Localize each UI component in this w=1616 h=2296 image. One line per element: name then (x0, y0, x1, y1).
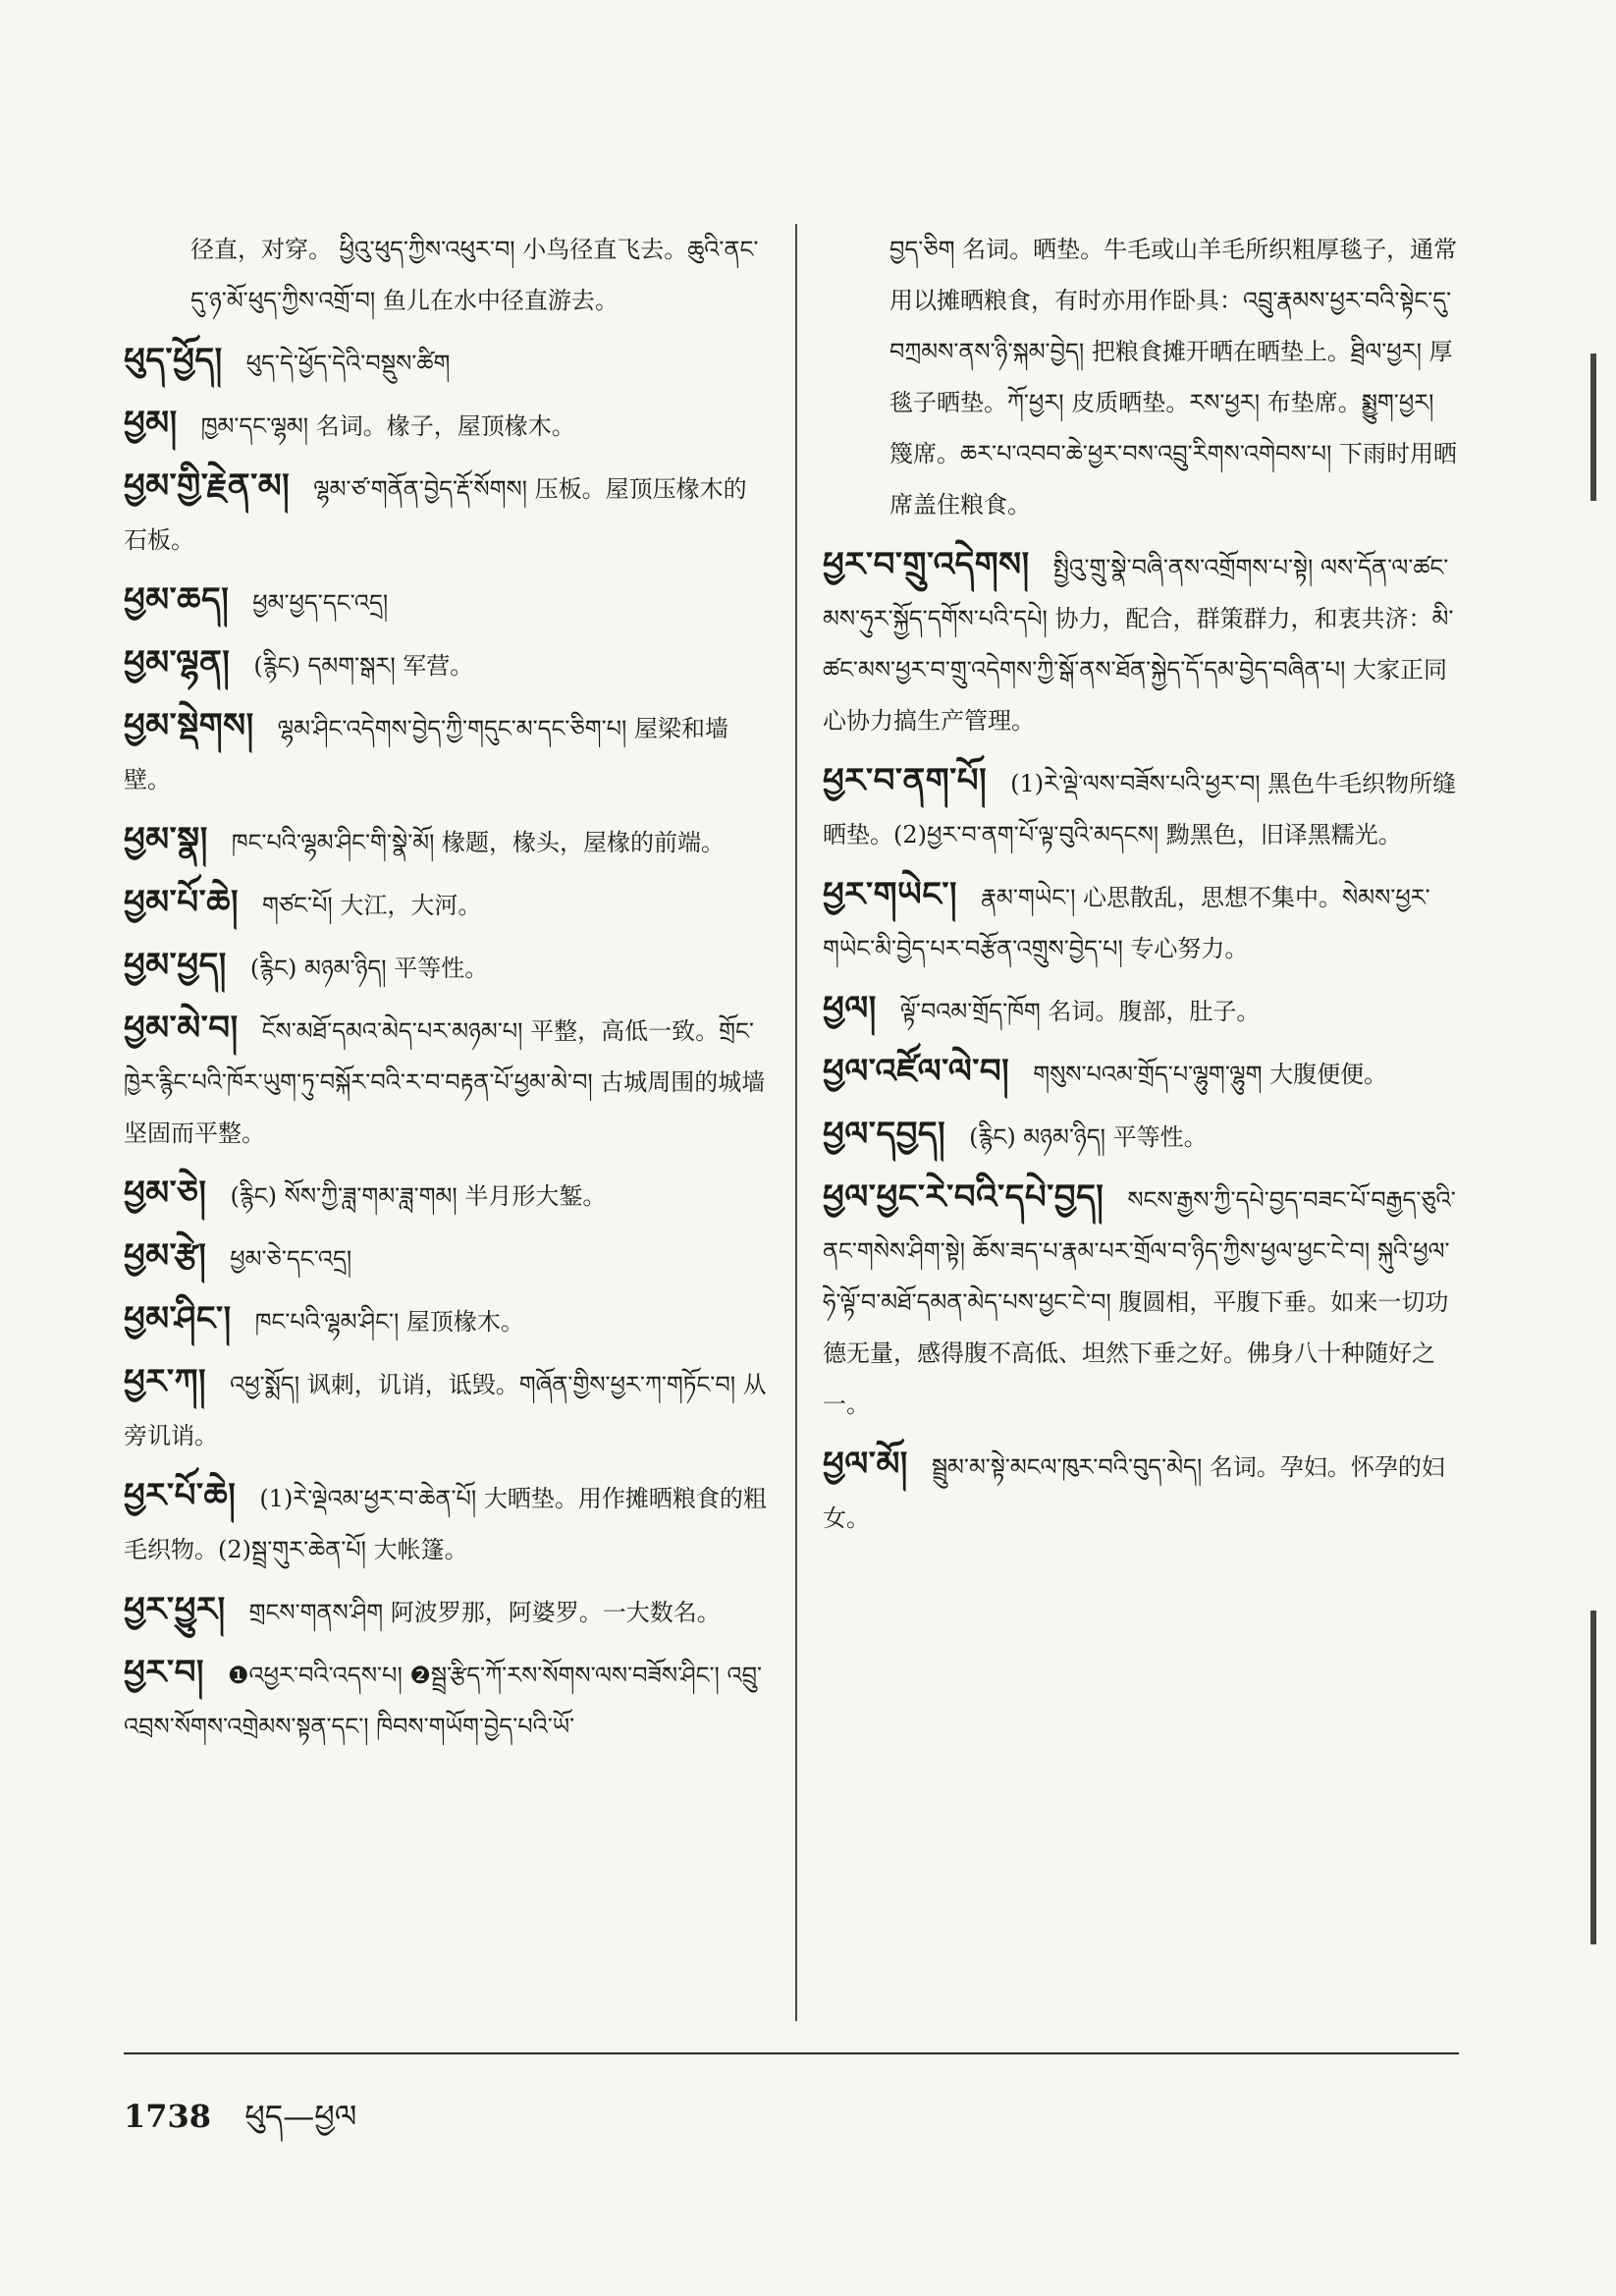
dictionary-entry (823, 1172, 1463, 1430)
entry-headword: ཕྱལ། (823, 989, 877, 1028)
entry-body: ཁང་པའི་ལྷམ་ཤིང་གི་སྣེ་མོ། 椽题，椽头，屋椽的前端。 (231, 829, 726, 856)
entry-headword: ཕྱམ་ལྷན། (124, 643, 231, 683)
entry-continuation (889, 224, 1463, 530)
entry-headword: ཕྱར་བ་གྲུ་འདེགས། (823, 545, 1030, 584)
dictionary-entry (124, 1470, 768, 1575)
entry-headword: ཕྱལ་འཛོལ་ལེ་བ། (823, 1052, 1010, 1091)
column-divider (795, 224, 797, 2021)
dictionary-entry (823, 539, 1463, 746)
entry-headword: ཕྱར་ཕྱུར། (124, 1590, 226, 1629)
dictionary-entry (124, 1584, 768, 1638)
entry-headword: ཕྱམ་ཕྱད། (124, 946, 227, 985)
entry-body: ཁང་པའི་ལྷམ་ཤིང་། 屋顶椽木。 (254, 1308, 524, 1336)
scan-edge-mark (1590, 354, 1596, 501)
dictionary-entry (124, 877, 768, 931)
dictionary-entry (124, 1356, 768, 1461)
footer-rule (124, 2052, 1459, 2054)
entry-headword: ཕྱལ་མོ། (823, 1445, 908, 1484)
dictionary-entry (124, 461, 768, 566)
entry-body: 径直，对穿。 ཕྱིའུ་ཕུད་ཀྱིས་འཕུར་བ། 小鸟径直飞去。ཆུའི་ནང་དུ་ཉ་མོ་ཕུད་ཀྱིས་འགྲོ་བ། 鱼儿在水中径直游去。 (190, 236, 759, 314)
dictionary-entry (124, 700, 768, 805)
dictionary-entry (823, 983, 1463, 1037)
dictionary-entry (124, 1230, 768, 1285)
dictionary-entry (124, 940, 768, 994)
entry-headword: ཕྱར་པོ་ཆེ། (124, 1476, 237, 1515)
entry-headword: ཕྱལ་དབྱད། (823, 1115, 946, 1154)
entry-body: སངས་རྒྱས་ཀྱི་དཔེ་བྱད་བཟང་པོ་བརྒྱད་ཅུའི་ནང་གསེས་ཤིག་སྟེ། ཆོས་ཟད་པ་རྣམ་པར་གྲོལ་བ་ཉིད་ཀྱིས་ཕྱལ་ཕྱང་ངེ་བ། སྐུའི་ཕྱལ་ཧེ་ལྟོ་བ་མཐོ་དམན་མེད་པས་ཕྱང་ངེ་བ། 腹圆相，平腹下垂。如来一切功德无量，感得腹不高低、坦然下垂之好。佛身八十种随好之一。 (823, 1186, 1456, 1418)
dictionary-entry (823, 869, 1463, 974)
entry-body: སྤྱིའུ་གྲུ་སྣེ་བཞི་ནས་འགྲོགས་པ་སྟེ། ལས་དོན་ལ་ཚང་མས་ཧུར་སྐྱོད་དགོས་པའི་དཔེ། 协力，配合，群策群力，和衷共济：མི་ཚང་མས་ཕྱར་བ་གྲུ་འདེགས་ཀྱི་སྒོ་ནས་ཐོན་སྐྱེད་དོ་དམ་བྱེད་བཞིན་པ། 大家正同心协力搞生产管理。 (823, 554, 1454, 735)
dictionary-entry (124, 1168, 768, 1222)
entry-headword: ཕུད་ཕྱོད། (124, 341, 223, 380)
entry-headword: ཕྱར་བ་ནག་པོ། (823, 761, 988, 800)
entry-headword: ཕྱར་གཡེང་། (823, 875, 958, 914)
dictionary-entry (823, 755, 1463, 860)
page-number: 1738 (124, 2098, 212, 2135)
entry-headword: ཕྱར་བ། (124, 1653, 204, 1692)
entry-body: (རྙིང) དམག་སྒར། 军营。 (253, 652, 474, 680)
entry-body: ལྷམ་ཙ་གནོན་བྱེད་རྡོ་སོགས། 压板。屋顶压椽木的石板。 (124, 475, 747, 554)
dictionary-entry (124, 637, 768, 691)
entry-headword: ཕྱམ་པོ་ཆེ། (124, 883, 239, 922)
entry-body: (རྙིང) མཉམ་ཉིད། 平等性。 (969, 1123, 1208, 1151)
scan-edge-mark (1590, 1611, 1596, 1944)
scan-edge-marks (1567, 0, 1616, 2296)
entry-body: ཕྱམ་ཕྱད་དང་འདྲ། (252, 589, 389, 617)
entry-body: ཕུད་དེ་ཕྱོད་དེའི་བསྡུས་ཚིག (245, 350, 451, 377)
dictionary-entry (124, 1293, 768, 1347)
entry-body: (རྙིང) མཉམ་ཉིད། 平等性。 (249, 955, 489, 982)
entry-headword: ཕྱམ་མེ་བ། (124, 1009, 239, 1048)
entry-headword: ཕྱལ་ཕྱང་རེ་བའི་དཔེ་བྱད། (823, 1177, 1104, 1217)
entry-body: ལྟོ་བའམ་གྲོད་ཁོག 名词。腹部，肚子。 (899, 998, 1261, 1025)
dictionary-entry (124, 335, 768, 389)
entry-headword: ཕྱམ་ཤིང་། (124, 1299, 232, 1339)
entry-body: (1)རེ་ལྡེའམ་ཕྱར་བ་ཆེན་པོ། 大晒垫。用作摊晒粮食的粗毛织物。(2)སྦྲ་གུར་ཆེན་པོ། 大帐篷。 (124, 1485, 767, 1563)
dictionary-entry (124, 1647, 768, 1752)
entry-body: གཙང་པོ། 大江，大河。 (262, 892, 482, 919)
entry-body: སྦྲུམ་མ་སྟེ་མངལ་ཁུར་བའི་བུད་མེད། 名词。孕妇。怀孕的妇女。 (823, 1453, 1445, 1532)
page-footer (124, 2082, 356, 2170)
page-headword-range: ཕུད—ཕྱལ (244, 2098, 357, 2135)
entry-body: (1)རེ་ལྡེ་ལས་བཟོས་པའི་ཕྱར་བ། 黑色牛毛织物所缝晒垫。(2)ཕྱར་བ་ནག་པོ་ལྟ་བུའི་མདངས། 黝黑色，旧译黑糯光。 (823, 770, 1457, 848)
dictionary-entry (823, 1439, 1463, 1544)
entry-headword: ཕྱམ་ཆད། (124, 580, 230, 620)
entry-headword: ཕྱར་ཀ། (124, 1362, 207, 1401)
dictionary-entry (823, 1109, 1463, 1163)
dictionary-entry (823, 1046, 1463, 1100)
right-column (823, 224, 1463, 1553)
entry-body: ལྷམ་ཤིང་འདེགས་བྱེད་ཀྱི་གདུང་མ་དང་ཅིག་པ། 屋梁和墙壁。 (124, 715, 728, 793)
entry-headword: ཕྱམ་ཅེ། (124, 1174, 207, 1213)
dictionary-entry (124, 398, 768, 452)
entry-headword: ཕྱམ་རྩེ། (124, 1236, 207, 1276)
entry-body: བྱད་ཅིག 名词。晒垫。牛毛或山羊毛所织粗厚毯子，通常用以摊晒粮食，有时亦用作卧具：འབྲུ་རྣམས་ཕྱར་བའི་སྟེང་དུ་བཀྲམས་ནས་ཉི་སྐམ་བྱེད། 把粮食摊开晒在晒垫上。ཐྲིལ་ཕྱར། 厚毯子晒垫。ཀོ་ཕྱར། 皮质晒垫。རས་ཕྱར། 布垫席。སྨྱུག་ཕྱར། 篾席。ཆར་པ་འབབ་ཆེ་ཕྱར་བས་འབྲུ་རིགས་འགེབས་པ། 下雨时用晒席盖住粮食。 (889, 236, 1458, 519)
entry-body: (རྙིང) སོས་ཀྱི་ཟླ་གམ་ཟླ་གམ། 半月形大錾。 (230, 1182, 607, 1210)
entry-body: ❶འཕྱར་བའི་འདས་པ། ❷སྦྲ་རྩིད་ཀོ་རས་སོགས་ལས་བཟོས་ཤིང་། འབྲུ་འབྲས་སོགས་འགྲེམས་སྟན་དང་། ཁིབས་གཡོག་བྱེད་པའི་ཡོ་ (124, 1662, 763, 1740)
entry-headword: ཕྱམ་སྡེགས། (124, 706, 254, 745)
left-column (124, 224, 768, 1761)
entry-body: རྣམ་གཡེང་། 心思散乱，思想不集中。སེམས་ཕྱར་གཡེང་མི་བྱེད་པར་བརྩོན་འགྲུས་བྱེད་པ། 专心努力。 (823, 884, 1430, 962)
entry-headword: ཕྱམ་སྣ། (124, 820, 208, 859)
entry-body: ཁྱམ་དང་ལྷམ། 名词。椽子，屋顶椽木。 (200, 412, 575, 440)
entry-body: ངོས་མཐོ་དམའ་མེད་པར་མཉམ་པ། 平整，高低一致。གྲོང་ཁྱེར་རྙིང་པའི་ཁོར་ཡུག་ཏུ་བསྐོར་བའི་ར་བ་བརྟན་པོ་ཕྱམ་མེ་བ། 古城周围的城墙坚固而平整。 (124, 1017, 766, 1147)
entry-body: འཕྱ་སྨོད། 讽刺，讥诮，诋毁。གཞོན་གྱིས་ཕྱར་ཀ་གཏོང་བ། 从旁讥诮。 (124, 1371, 767, 1449)
dictionary-entry (124, 1003, 768, 1159)
entry-body: གྲངས་གནས་ཤིག 阿波罗那，阿婆罗。一大数名。 (248, 1599, 721, 1626)
entry-body: ཕྱམ་ཅེ་དང་འདྲ། (230, 1245, 352, 1273)
entry-headword: ཕྱམ། (124, 404, 178, 443)
entry-body: གསུས་པའམ་གྲོད་པ་ལྷུག་ལྷུག 大腹便便。 (1033, 1061, 1388, 1088)
entry-continuation (190, 224, 768, 326)
dictionary-entry (124, 814, 768, 868)
dictionary-entry (124, 574, 768, 629)
entry-headword: ཕྱམ་གྱི་རྗེན་མ། (124, 466, 291, 506)
